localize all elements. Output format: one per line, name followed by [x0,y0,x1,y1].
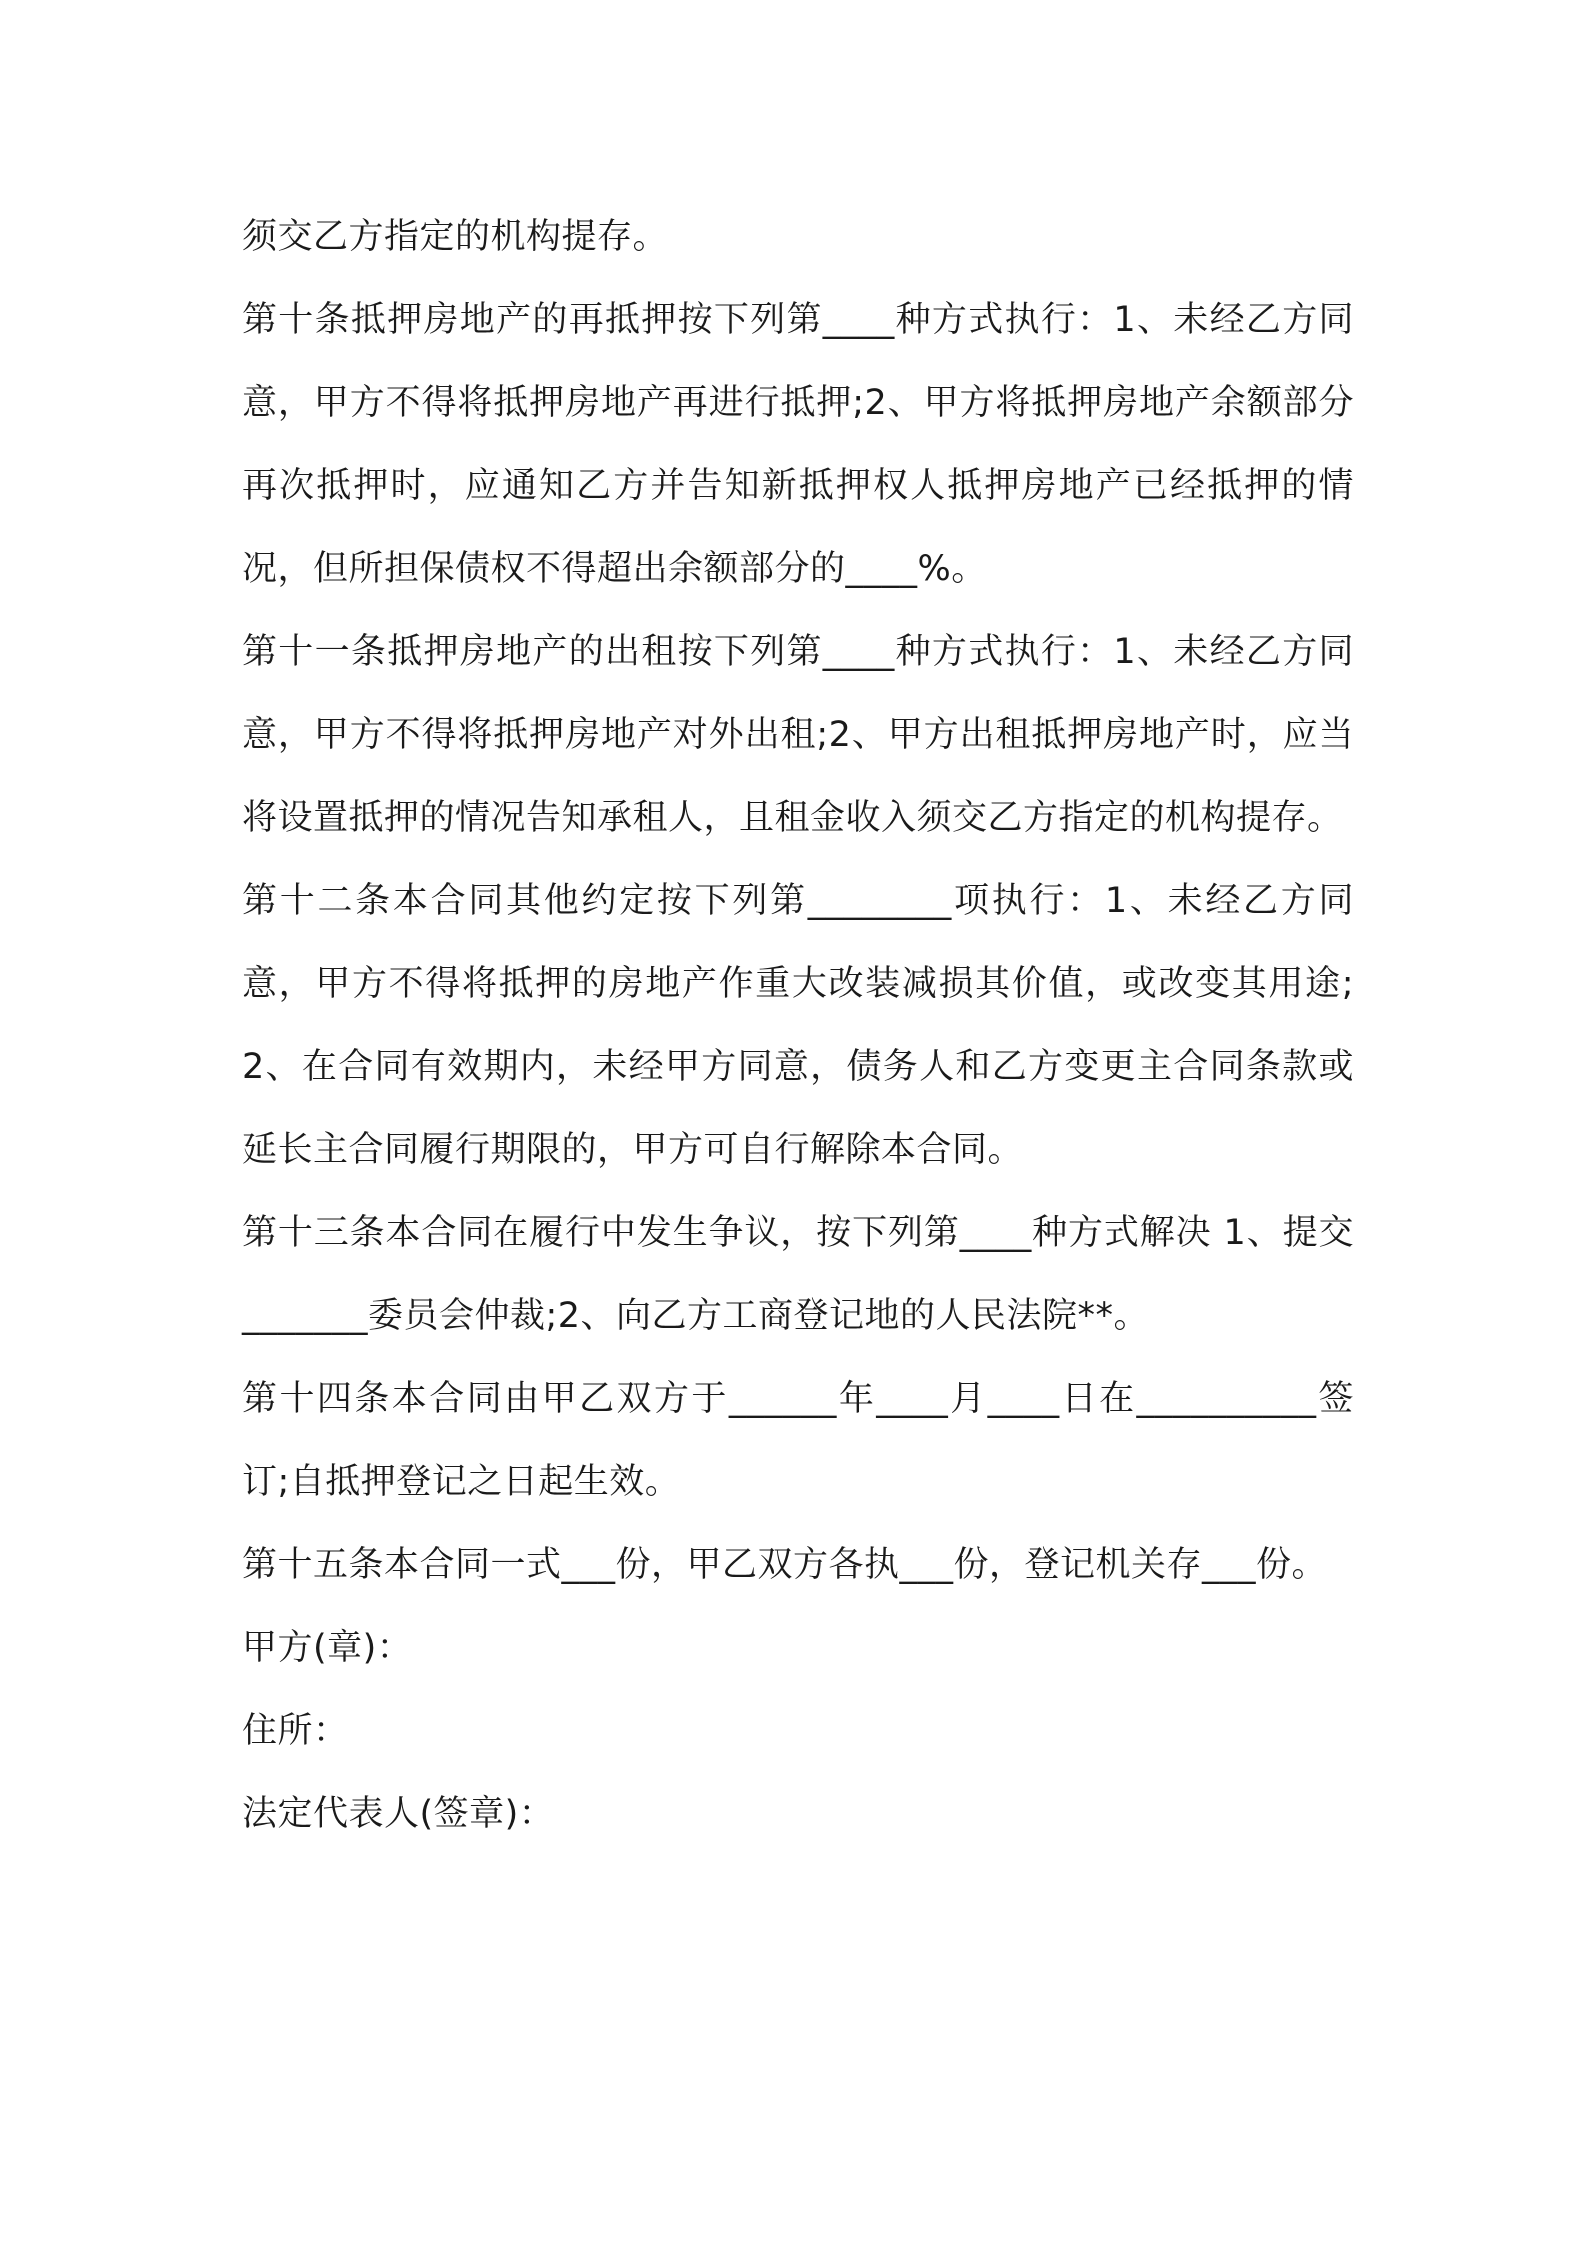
paragraph-continuation: 须交乙方指定的机构提存。 [242,217,669,257]
article-10: 第十条抵押房地产的再抵押按下列第____种方式执行：1、未经乙方同意，甲方不得将抵押房地产再进行抵押;2、甲方将抵押房地产余额部分再次抵押时，应通知乙方并告知新抵押权人抵押房地产已经抵押的情况，但所担保债权不得超出余额部分的____%。 [242,300,1354,589]
party-a-seal-line: 甲方(章)： [242,1628,413,1668]
address-line: 住所： [242,1711,349,1751]
article-12: 第十二条本合同其他约定按下列第________项执行：1、未经乙方同意，甲方不得将抵押的房地产作重大改装减损其价值，或改变其用途;2、在合同有效期内，未经甲方同意，债务人和乙方变更主合同条款或延长主合同履行期限的，甲方可自行解除本合同。 [242,881,1354,1170]
article-14: 第十四条本合同由甲乙双方于______年____月____日在__________签订;自抵押登记之日起生效。 [242,1379,1354,1502]
article-13: 第十三条本合同在履行中发生争议，按下列第____种方式解决 1、提交_______委员会仲裁;2、向乙方工商登记地的人民法院**。 [242,1213,1354,1336]
legal-representative-line: 法定代表人(签章)： [242,1794,555,1834]
article-15: 第十五条本合同一式___份，甲乙双方各执___份，登记机关存___份。 [242,1545,1328,1585]
article-11: 第十一条抵押房地产的出租按下列第____种方式执行：1、未经乙方同意，甲方不得将抵押房地产对外出租;2、甲方出租抵押房地产时，应当将设置抵押的情况告知承租人，且租金收入须交乙方指定的机构提存。 [242,632,1354,838]
contract-body [242,196,1354,1856]
